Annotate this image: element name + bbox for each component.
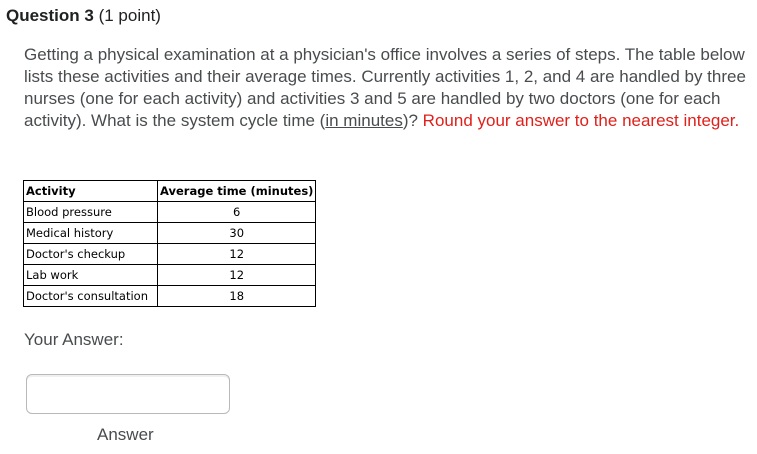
- time-cell: 18: [158, 286, 316, 307]
- question-header: [6, 6, 161, 26]
- answer-field-label: Answer: [97, 425, 154, 444]
- table-row: [24, 202, 316, 223]
- activity-cell: Doctor's checkup: [24, 244, 158, 265]
- question-text-main: Getting a physical examination at a physician's office involves a series of steps. The table below lists these activities and their average times. Currently activities 1, 2, and 4 are handled by three nurses (one for each activity) and activities 3 and 5 are handled by two doctors (one for each activity). What is the system cycle time (: [24, 45, 746, 130]
- question-text: [24, 44, 749, 132]
- activity-cell: Medical history: [24, 223, 158, 244]
- table-row: [24, 286, 316, 307]
- activity-table: [23, 180, 316, 307]
- time-cell: 12: [158, 265, 316, 286]
- time-cell: 30: [158, 223, 316, 244]
- table-row: [24, 244, 316, 265]
- rounding-instruction: Round your answer to the nearest integer.: [422, 111, 740, 130]
- question-points: (1 point): [98, 6, 161, 25]
- column-header-activity: Activity: [24, 181, 158, 202]
- activity-cell: Doctor's consultation: [24, 286, 158, 307]
- table-row: [24, 265, 316, 286]
- table-header-row: [24, 181, 316, 202]
- column-header-average-time: Average time (minutes): [158, 181, 316, 202]
- time-cell: 12: [158, 244, 316, 265]
- time-cell: 6: [158, 202, 316, 223]
- your-answer-label: Your Answer:: [24, 330, 124, 349]
- activity-cell: Blood pressure: [24, 202, 158, 223]
- activity-cell: Lab work: [24, 265, 158, 286]
- question-text-end: )?: [402, 111, 423, 130]
- answer-input[interactable]: [26, 374, 230, 414]
- question-title: Question 3: [6, 6, 94, 25]
- table-row: [24, 223, 316, 244]
- question-text-underlined: in minutes: [325, 111, 403, 130]
